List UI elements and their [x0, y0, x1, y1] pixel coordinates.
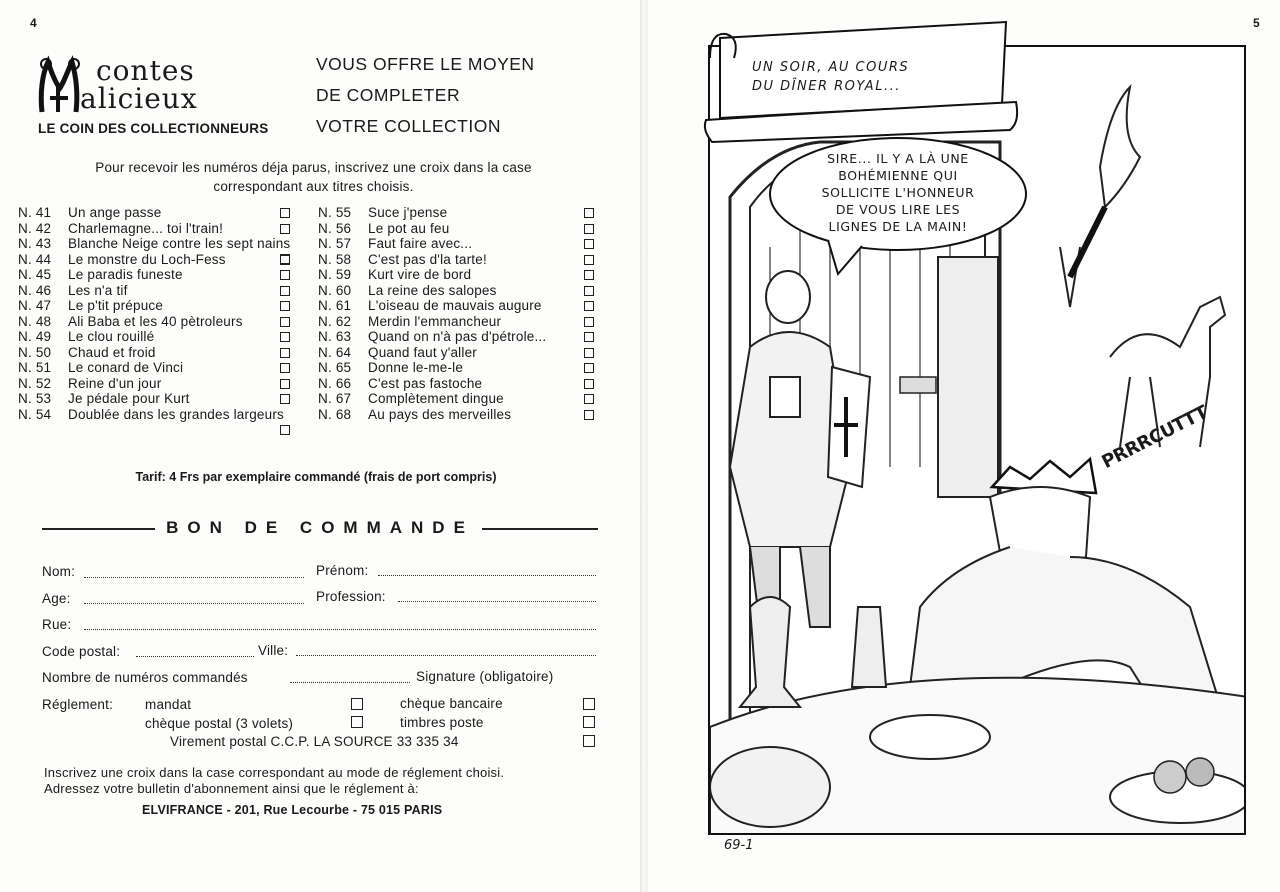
speech-line-5: LIGNES DE LA MAIN! — [828, 219, 968, 234]
speech-line-4: DE VOUS LIRE LES — [835, 202, 961, 217]
issue-checkbox[interactable] — [584, 224, 594, 234]
issue-row — [318, 329, 600, 345]
issue-row — [18, 329, 298, 345]
issue-row — [18, 314, 298, 330]
issue-number: N. 67 — [318, 391, 352, 406]
issue-number: N. 50 — [18, 344, 52, 360]
issue-title: Chaud et froid — [68, 344, 156, 360]
payment-cheque-bancaire-label: chèque bancaire — [400, 696, 503, 711]
issue-title: Merdin l'emmancheur — [368, 313, 502, 329]
issue-title: Faut faire avec... — [368, 236, 473, 251]
intro-line-1: Pour recevoir les numéros déja parus, inscrivez une croix dans la case — [95, 160, 532, 175]
issue-number: N. 60 — [318, 282, 352, 298]
payment-cheque-postal-checkbox[interactable] — [351, 716, 363, 728]
issue-title: Le paradis funeste — [68, 267, 183, 282]
code-postal-field[interactable] — [136, 656, 254, 657]
issue-row — [318, 298, 600, 314]
payment-virement-checkbox[interactable] — [583, 735, 595, 747]
issue-number: N. 63 — [318, 329, 352, 344]
issue-checkbox[interactable] — [584, 394, 594, 404]
payment-timbres-label: timbres poste — [400, 715, 484, 730]
issue-row — [18, 221, 298, 237]
issue-number: N. 45 — [18, 267, 52, 282]
payment-virement-label: Virement postal C.C.P. LA SOURCE 33 335 34 — [170, 734, 459, 749]
nom-label: Nom: — [42, 564, 76, 579]
issue-checkbox[interactable] — [280, 270, 290, 280]
issue-number: N. 44 — [18, 251, 52, 267]
intro-line-2: correspondant aux titres choisis. — [213, 179, 414, 194]
issue-checkbox[interactable] — [280, 363, 290, 373]
profession-label: Profession: — [316, 589, 386, 604]
issue-title: Le monstre du Loch-Fess — [68, 251, 226, 267]
issue-number: N. 61 — [318, 298, 352, 313]
issue-row — [318, 236, 600, 252]
issue-title: Kurt vire de bord — [368, 267, 472, 282]
issue-number: N. 66 — [318, 375, 352, 391]
issue-checkbox[interactable] — [280, 317, 290, 327]
issue-row — [18, 298, 298, 314]
issue-row — [318, 267, 600, 283]
issue-checkbox[interactable] — [584, 317, 594, 327]
instruction-line-2: Adressez votre bulletin d'abonnement ainsi que le réglement à: — [44, 781, 419, 796]
issue-row — [318, 283, 600, 299]
issue-checkbox[interactable] — [584, 286, 594, 296]
issue-number: N. 49 — [18, 329, 52, 344]
issue-checkbox[interactable] — [280, 332, 290, 342]
issue-checkbox[interactable] — [280, 301, 290, 311]
issue-number: N. 41 — [18, 205, 52, 220]
issue-number: N. 43 — [18, 236, 52, 251]
issue-list-left — [18, 205, 298, 422]
payment-cheque-bancaire-checkbox[interactable] — [583, 698, 595, 710]
issue-title: Blanche Neige contre les sept nains — [68, 236, 291, 251]
issue-number: N. 56 — [318, 220, 352, 236]
issue-title: Un ange passe — [68, 205, 162, 220]
issue-checkbox[interactable] — [280, 379, 290, 389]
issue-row — [18, 376, 298, 392]
issue-number: N. 54 — [18, 406, 52, 422]
heading-rule-left — [42, 528, 155, 530]
issue-row — [318, 205, 600, 221]
issue-number: N. 55 — [318, 205, 352, 220]
issue-row — [318, 252, 600, 268]
issue-row — [18, 391, 298, 407]
issue-title: Ali Baba et les 40 pètroleurs — [68, 313, 243, 329]
issue-title: Le clou rouillé — [68, 329, 155, 344]
issue-title: Le conard de Vinci — [68, 360, 184, 375]
issue-row — [318, 391, 600, 407]
code-postal-label: Code postal: — [42, 644, 121, 659]
issue-title: Complètement dingue — [368, 391, 504, 406]
payment-mandat-label: mandat — [145, 697, 192, 712]
issue-number: N. 51 — [18, 360, 52, 375]
issue-row — [318, 360, 600, 376]
page-number-left: 4 — [30, 16, 37, 30]
issue-row — [18, 360, 298, 376]
issue-number: N. 52 — [18, 375, 52, 391]
logo-text-contes: contes — [96, 54, 195, 87]
issue-row — [18, 236, 298, 252]
issue-row — [18, 205, 298, 221]
order-form-heading — [42, 518, 598, 538]
ville-label: Ville: — [258, 643, 289, 658]
issue-row — [318, 376, 600, 392]
issue-row — [18, 345, 298, 361]
issue-checkbox[interactable] — [280, 286, 290, 296]
offer-line-2: DE COMPLETER — [316, 85, 461, 105]
payment-timbres-checkbox[interactable] — [583, 716, 595, 728]
issue-checkbox[interactable] — [584, 270, 594, 280]
issue-number: N. 53 — [18, 391, 52, 406]
issue-checkbox[interactable] — [584, 239, 594, 249]
issue-number: N. 68 — [318, 406, 352, 422]
issue-number: N. 59 — [318, 267, 352, 282]
issue-title: Reine d'un jour — [68, 375, 162, 391]
issue-title: Suce j'pense — [368, 205, 448, 220]
instruction-line-1: Inscrivez une croix dans la case correspondant au mode de réglement choisi. — [44, 765, 505, 780]
rue-label: Rue: — [42, 617, 72, 632]
speech-line-2: BOHÉMIENNE QUI — [838, 168, 958, 183]
signature-label: Signature (obligatoire) — [416, 669, 554, 684]
issue-title: C'est pas fastoche — [368, 375, 483, 391]
issue-title: Quand on n'à pas d'pétrole... — [368, 329, 547, 344]
page-number-right: 5 — [1253, 16, 1260, 30]
issue-checkbox[interactable] — [280, 208, 290, 218]
offer-line-1: VOUS OFFRE LE MOYEN — [316, 54, 535, 74]
issue-number: N. 47 — [18, 298, 52, 313]
publisher-address: ELVIFRANCE - 201, Rue Lecourbe - 75 015 PARIS — [142, 803, 443, 817]
issue-checkbox[interactable] — [280, 425, 290, 435]
issue-title: Les n'a tif — [68, 282, 128, 298]
ville-field[interactable] — [296, 655, 596, 656]
issue-row — [318, 345, 600, 361]
sound-effect: PRRRCUTTT — [1098, 401, 1212, 473]
issue-checkbox[interactable] — [584, 332, 594, 342]
issue-title: C'est pas d'la tarte! — [368, 251, 487, 267]
payment-label: Réglement: — [42, 697, 114, 712]
issue-number: N. 46 — [18, 282, 52, 298]
issue-row — [18, 283, 298, 299]
issue-row — [318, 314, 600, 330]
issue-list-right — [318, 205, 600, 422]
issue-checkbox[interactable] — [584, 363, 594, 373]
contes-malicieux-logo — [36, 54, 206, 118]
issue-title: Donne le-me-le — [368, 360, 464, 375]
issue-checkbox[interactable] — [280, 348, 290, 358]
issue-number: N. 57 — [318, 236, 352, 251]
issue-checkbox[interactable] — [280, 224, 290, 234]
issue-checkbox[interactable] — [584, 379, 594, 389]
issue-number: N. 42 — [18, 220, 52, 236]
issue-title: Charlemagne... toi l'train! — [68, 220, 224, 236]
collectors-corner-title: LE COIN DES COLLECTIONNEURS — [38, 121, 269, 136]
order-form-title: BON DE COMMANDE — [166, 518, 474, 537]
issue-title: Le p'tit prépuce — [68, 298, 164, 313]
issue-checkbox[interactable] — [584, 348, 594, 358]
speech-line-3: SOLLICITE L'HONNEUR — [821, 185, 975, 200]
quantity-label: Nombre de numéros commandés — [42, 670, 248, 685]
issue-title: Le pot au feu — [368, 220, 450, 236]
caption-line-1: UN SOIR, AU COURS — [752, 60, 910, 75]
heading-rule-right — [482, 528, 598, 530]
logo-text-malicieux: alicieux — [80, 82, 198, 115]
issue-title: Doublée dans les grandes largeurs — [68, 406, 284, 422]
quantity-field[interactable] — [290, 682, 410, 683]
issue-checkbox[interactable] — [280, 255, 290, 265]
issue-checkbox[interactable] — [280, 394, 290, 404]
age-field[interactable] — [84, 603, 304, 604]
issue-title: Je pédale pour Kurt — [68, 391, 190, 406]
payment-mandat-checkbox[interactable] — [351, 698, 363, 710]
issue-row — [318, 407, 600, 423]
issue-title: L'oiseau de mauvais augure — [368, 298, 542, 313]
artist-signature: 69-1 — [724, 838, 754, 853]
issue-row — [18, 267, 298, 283]
issue-number: N. 65 — [318, 360, 352, 375]
issue-title: La reine des salopes — [368, 282, 497, 298]
issue-number: N. 62 — [318, 313, 352, 329]
prenom-label: Prénom: — [316, 563, 369, 578]
intro-text — [36, 158, 591, 196]
issue-row — [18, 252, 298, 268]
speech-line-1: SIRE... IL Y A LÀ UNE — [827, 151, 969, 166]
issue-checkbox[interactable] — [584, 410, 594, 420]
age-label: Age: — [42, 591, 71, 606]
price-note: Tarif: 4 Frs par exemplaire commandé (frais de port compris) — [135, 470, 497, 484]
issue-checkbox[interactable] — [584, 301, 594, 311]
issue-number: N. 58 — [318, 251, 352, 267]
issue-row — [318, 221, 600, 237]
issue-number: N. 64 — [318, 344, 352, 360]
issue-number: N. 48 — [18, 313, 52, 329]
caption-line-2: DU DÎNER ROYAL... — [752, 79, 901, 94]
issue-title: Au pays des merveilles — [368, 406, 512, 422]
nom-field[interactable] — [84, 577, 304, 578]
offer-line-3: VOTRE COLLECTION — [316, 116, 501, 136]
page-gutter — [640, 0, 648, 892]
issue-checkbox[interactable] — [584, 208, 594, 218]
issue-row — [18, 407, 298, 423]
payment-cheque-postal-label: chèque postal (3 volets) — [145, 716, 294, 731]
rue-field[interactable] — [84, 629, 596, 630]
prenom-field[interactable] — [378, 575, 596, 576]
issue-title: Quand faut y'aller — [368, 344, 477, 360]
profession-field[interactable] — [398, 601, 596, 602]
issue-checkbox[interactable] — [584, 255, 594, 265]
